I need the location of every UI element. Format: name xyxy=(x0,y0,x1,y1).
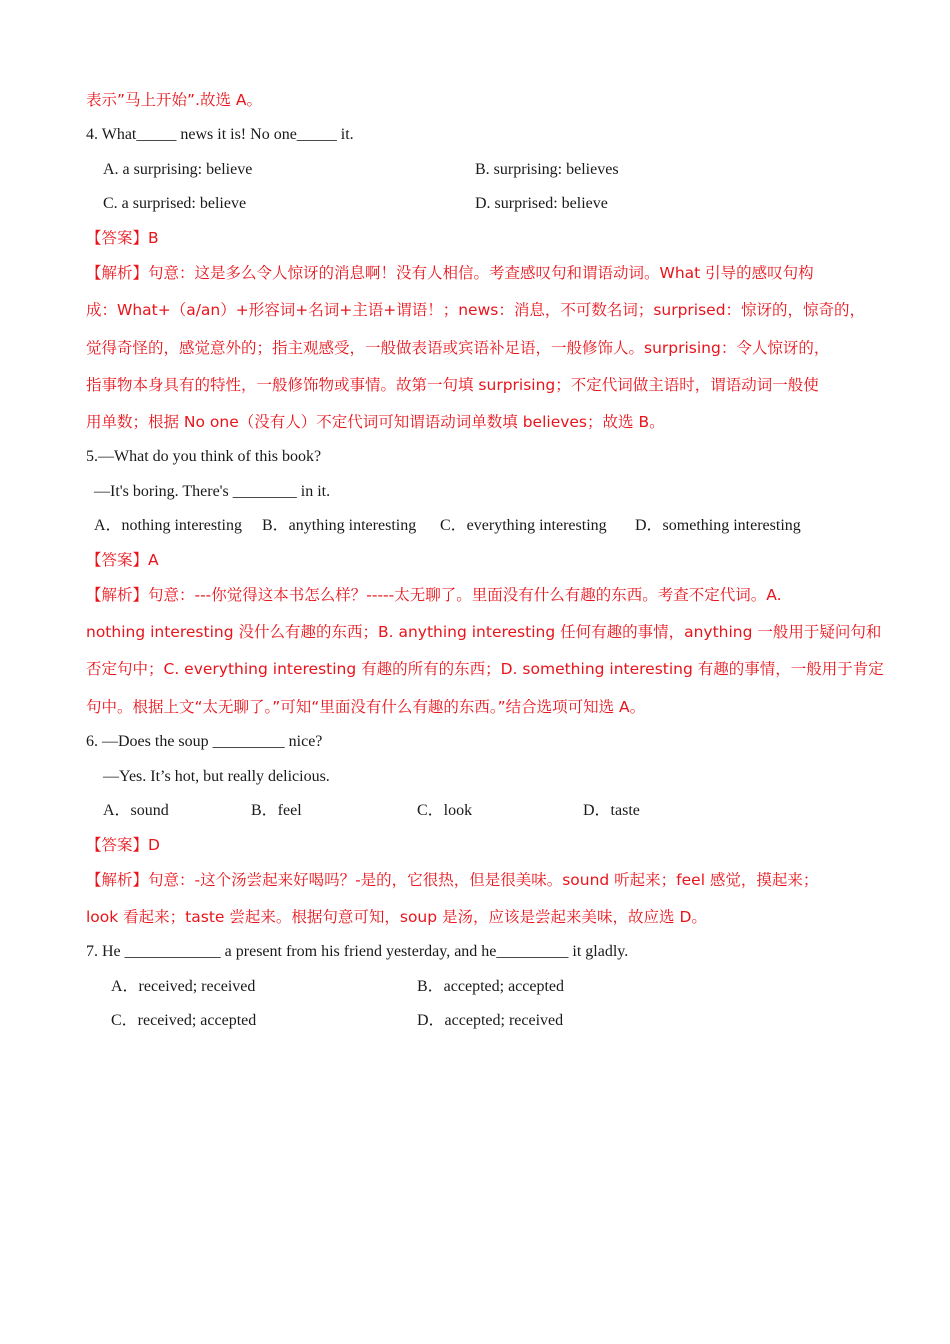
question-5-option-b: B．anything interesting xyxy=(262,517,417,534)
question-4-option-a: A. a surprising: believe xyxy=(103,161,253,178)
question-5-answer: 【答案】A xyxy=(86,551,159,569)
question-6-analysis-line: look 看起来；taste 尝起来。根据句意可知，soup 是汤，应该是尝起来美味，故应选 D。 xyxy=(86,908,707,926)
question-6-response: —Yes. It’s hot, but really delicious. xyxy=(103,768,330,785)
question-5-analysis-line: 否定句中；C. everything interesting 有趣的所有的东西；D. something interesting 有趣的事情，一般用于肯定 xyxy=(86,660,884,678)
question-6-option-a: A．sound xyxy=(103,802,169,819)
question-5-response: —It's boring. There's ________ in it. xyxy=(94,483,331,500)
question-6-stem: 6. —Does the soup _________ nice? xyxy=(86,733,323,750)
question-5-option-a: A．nothing interesting xyxy=(94,517,242,534)
question-5-option-c: C．everything interesting xyxy=(440,517,607,534)
question-4-option-d: D. surprised: believe xyxy=(475,195,608,212)
question-5-stem: 5.—What do you think of this book? xyxy=(86,448,322,465)
question-7-stem: 7. He ____________ a present from his friend yesterday, and he_________ it gladly. xyxy=(86,943,629,960)
question-4-analysis-line: 【解析】句意：这是多么令人惊讶的消息啊！没有人相信。考查感叹句和谓语动词。What 引导的感叹句构 xyxy=(86,264,814,282)
question-5-analysis-line: 【解析】句意：---你觉得这本书怎么样？-----太无聊了。里面没有什么有趣的东西。考查不定代词。A. xyxy=(86,586,782,604)
question-7-option-c: C．received; accepted xyxy=(111,1012,257,1029)
question-6-option-c: C．look xyxy=(417,802,473,819)
question-4-option-b: B. surprising: believes xyxy=(475,161,619,178)
question-4-option-c: C. a surprised: believe xyxy=(103,195,247,212)
question-6-analysis-line: 【解析】句意：-这个汤尝起来好喝吗？-是的，它很热，但是很美味。sound 听起来；feel 感觉，摸起来； xyxy=(86,871,819,889)
question-7-option-a: A．received; received xyxy=(111,978,256,995)
question-6-option-b: B．feel xyxy=(251,802,302,819)
previous-analysis-tail: 表示”马上开始”.故选 A。 xyxy=(86,91,263,109)
question-5-analysis-line: nothing interesting 没什么有趣的东西；B. anything interesting 任何有趣的事情，anything 一般用于疑问句和 xyxy=(86,623,882,641)
question-4-answer: 【答案】B xyxy=(86,229,159,247)
question-4-analysis-line: 用单数；根据 No one（没有人）不定代词可知谓语动词单数填 believes；故选 B。 xyxy=(86,413,665,431)
question-4-analysis-line: 成：What+（a/an）+形容词+名词+主语+谓语！；news：消息，不可数名词；surprised：惊讶的，惊奇的， xyxy=(86,301,866,319)
question-7-option-d: D．accepted; received xyxy=(417,1012,564,1029)
question-4-stem: 4. What_____ news it is! No one_____ it. xyxy=(86,126,354,143)
question-5-analysis-line: 句中。根据上文“太无聊了。”可知“里面没有什么有趣的东西。”结合选项可知选 A。 xyxy=(86,698,646,716)
question-6-answer: 【答案】D xyxy=(86,836,160,854)
question-4-analysis-line: 觉得奇怪的，感觉意外的；指主观感受，一般做表语或宾语补足语，一般修饰人。surprising：令人惊讶的， xyxy=(86,339,830,357)
question-5-option-d: D．something interesting xyxy=(635,517,801,534)
question-6-option-d: D．taste xyxy=(583,802,640,819)
question-7-option-b: B．accepted; accepted xyxy=(417,978,565,995)
question-4-analysis-line: 指事物本身具有的特性，一般修饰物或事情。故第一句填 surprising；不定代词做主语时，谓语动词一般使 xyxy=(86,376,819,394)
